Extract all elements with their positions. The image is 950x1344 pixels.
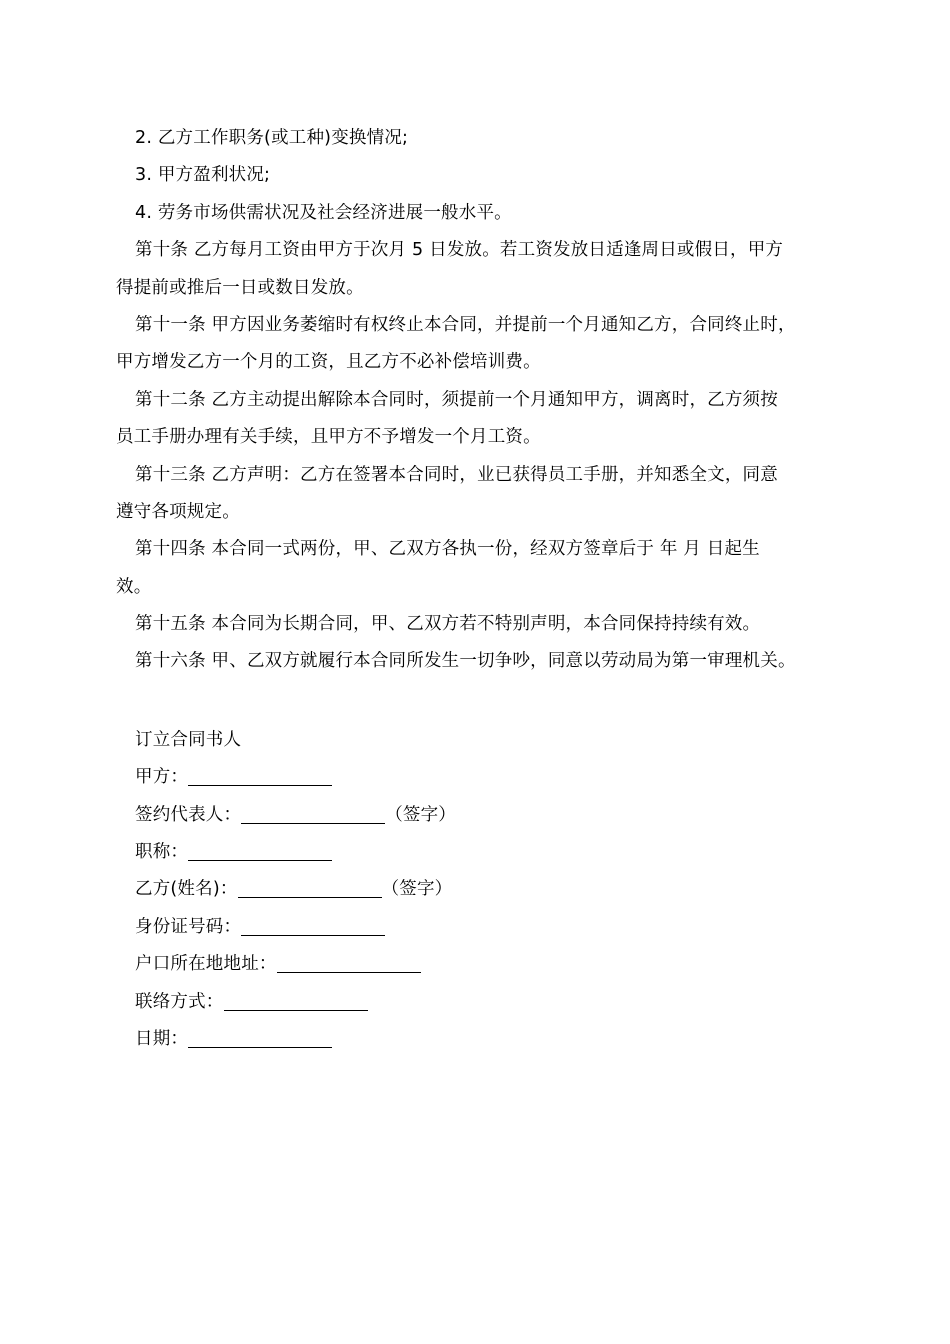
signature-block — [116, 722, 836, 1059]
section-gap — [116, 681, 836, 722]
title-row — [116, 834, 836, 871]
party-b-row — [116, 871, 836, 908]
clause-14-line-1: 第十四条 本合同一式两份，甲、乙双方各执一份，经双方签章后于 年 月 日起生 — [135, 539, 760, 560]
id-number-blank[interactable] — [241, 909, 385, 936]
clause-line: 4. 劳务市场供需状况及社会经济进展一般水平。 — [135, 202, 512, 223]
clause-line: 3. 甲方盈利状况; — [135, 165, 271, 186]
address-label: 户口所在地地址： — [135, 954, 277, 975]
date-row — [116, 1021, 836, 1058]
representative-row — [116, 797, 836, 834]
clause-13-line-2: 遵守各项规定。 — [116, 501, 240, 522]
party-b-blank[interactable] — [238, 871, 382, 898]
clause-10-line-1: 第十条 乙方每月工资由甲方于次月 5 日发放。若工资发放日适逢周日或假日，甲方 — [135, 240, 784, 261]
id-number-row — [116, 909, 836, 946]
party-a-blank[interactable] — [188, 759, 332, 786]
address-blank[interactable] — [277, 946, 421, 973]
id-number-label: 身份证号码： — [135, 916, 242, 937]
clause-13-line-1: 第十三条 乙方声明：乙方在签署本合同时，业已获得员工手册，并知悉全文，同意 — [135, 464, 778, 485]
representative-blank[interactable] — [241, 797, 385, 824]
party-b-sign-note: （签字） — [381, 879, 453, 900]
clause-11-line-1: 第十一条 甲方因业务萎缩时有权终止本合同，并提前一个月通知乙方，合同终止时， — [135, 314, 796, 335]
representative-label: 签约代表人： — [135, 804, 242, 825]
clause-line: 2. 乙方工作职务(或工种)变换情况; — [135, 128, 409, 148]
clause-16-line: 第十六条 甲、乙双方就履行本合同所发生一切争吵，同意以劳动局为第一审理机关。 — [135, 651, 796, 672]
clause-10-line-2: 得提前或推后一日或数日发放。 — [116, 277, 364, 298]
representative-sign-note: （签字） — [385, 804, 457, 825]
clause-15-line: 第十五条 本合同为长期合同，甲、乙双方若不特别声明，本合同保持持续有效。 — [135, 614, 761, 635]
address-row — [116, 946, 836, 983]
party-b-label: 乙方(姓名)： — [135, 879, 238, 900]
party-a-row — [116, 759, 836, 796]
contact-row — [116, 984, 836, 1021]
clause-12-line-2: 员工手册办理有关手续，且甲方不予增发一个月工资。 — [116, 427, 541, 448]
clause-12-line-1: 第十二条 乙方主动提出解除本合同时，须提前一个月通知甲方，调离时，乙方须按 — [135, 389, 778, 410]
title-label: 职称： — [135, 842, 189, 863]
contact-label: 联络方式： — [135, 991, 224, 1012]
party-a-label: 甲方： — [135, 767, 189, 788]
signature-heading: 订立合同书人 — [135, 729, 242, 750]
title-blank[interactable] — [188, 834, 332, 861]
date-label: 日期： — [135, 1028, 189, 1049]
date-blank[interactable] — [188, 1021, 332, 1048]
clause-11-line-2: 甲方增发乙方一个月的工资，且乙方不必补偿培训费。 — [116, 352, 541, 373]
contract-content — [116, 120, 836, 1058]
clause-14-line-2: 效。 — [116, 576, 152, 597]
contact-blank[interactable] — [224, 984, 368, 1011]
